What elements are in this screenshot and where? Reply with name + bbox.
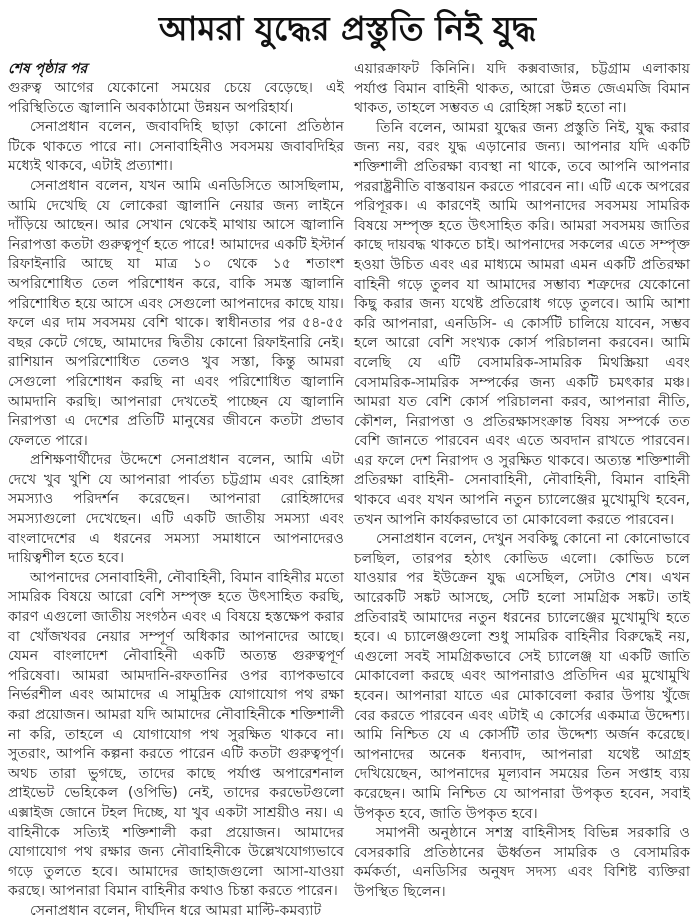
paragraph: প্রশিক্ষণার্থীদের উদ্দেশে সেনাপ্রধান বলেন, আমি এটা দেখে খুব খুশি যে আপনারা পার্বত্য চট্টগ্রাম এবং রোহিঙ্গা সমস্যাও পরিদর্শন করেছেন। আপনারা রোহিঙ্গাদের সমস্যাগুলো দেখেছেন। এটি একটি জাতীয় সমস্যা এবং বাংলাদেশের এ ধরনের সমস্যা সমাধানে আপনাদেরও দায়িত্বশীল হতে হবে। [8, 452, 344, 567]
article-column-left [8, 60, 344, 922]
paragraph: সেনাপ্রধান বলেন, দেখুন সবকিছু কোনো না কোনোভাবে চলছিল, তারপর হঠাৎ কোভিড এলো। কোভিড চলে যাওয়ার পর ইউক্রেন যুদ্ধ এসেছিল, সেটাও শেষ। এখন আরেকটি সঙ্কট আসছে, সেটি হলো সামগ্রিক সঙ্কট। তাই প্রতিবারই আমাদের নতুন ধরনের চ্যালেঞ্জের মুখোমুখি হতে হবে। এ চ্যালেঞ্জগুলো শুধু সামরিক বাহিনীর বিরুদ্ধেই নয়, এগুলো সবই সামগ্রিকভাবে সেই চ্যালেঞ্জ যা একটি জাতি মোকাবেলা করছে এবং আপনারাও প্রতিদিন এর মুখোমুখি হবেন। আপনারা যাতে এর মোকাবেলা করার উপায় খুঁজে বের করতে পারবেন এবং এটাই এ কোর্সের একমাত্র উদ্দেশ্য। আমি নিশ্চিত যে এ কোর্সটি তার উদ্দেশ্য অর্জন করেছে। আপনাদের অনেক ধন্যবাদ, আপনারা যথেষ্ট আগ্রহ দেখিয়েছেন, আপনাদের মূল্যবান সময়ের তিন সপ্তাহ ব্যয় করেছেন। আমি নিশ্চিত যে আপনারা উপকৃত হবেন, সবাই উপকৃত হবে, জাতি উপকৃত হবে। [354, 531, 690, 822]
article-column-right [354, 60, 690, 903]
paragraph: গুরুত্ব আগের যেকোনো সময়ের চেয়ে বেড়েছে। এই পরিস্থিতিতে জ্বালানি অবকাঠামো উন্নয়ন অপরিহার্য। [8, 80, 344, 116]
headline: আমরা যুদ্ধের প্রস্তুতি নিই যুদ্ধ [158, 9, 537, 48]
paragraph: সমাপনী অনুষ্ঠানে সশস্ত্র বাহিনীসহ বিভিন্ন সরকারি ও বেসরকারি প্রতিষ্ঠানের ঊর্ধ্বতন সামরিক ও বেসামরিক কর্মকর্তা, এনডিসির অনুষদ সদস্য এবং বিশিষ্ট ব্যক্তিরা উপস্থিত ছিলেন। [354, 825, 690, 900]
paragraph: আপনাদের সেনাবাহিনী, নৌবাহিনী, বিমান বাহিনীর মতো সামরিক বিষয়ে আরো বেশি সম্পৃক্ত হতে উৎসাহিত করছি, কারণ এগুলো জাতীয় সংগঠন এবং এ বিষয়ে হস্তক্ষেপ করার বা খোঁজখবর নেয়ার সম্পূর্ণ অধিকার আপনাদের আছে। যেমন বাংলাদেশ নৌবাহিনী একটি অত্যন্ত গুরুত্বপূর্ণ পরিষেবা। আমরা আমদানি-রফতানির ওপর ব্যাপকভাবে নির্ভরশীল এবং আমাদের এ সামুদ্রিক যোগাযোগ পথ রক্ষা করা প্রয়োজন। আমরা যদি আমাদের নৌবাহিনীকে শক্তিশালী না করি, তাহলে এ যোগাযোগ পথ সুরক্ষিত থাকবে না। সুতরাং, আপনি কল্পনা করতে পারেন এটি কতটা গুরুত্বপূর্ণ। অথচ তারা ভুগছে, তাদের কাছে পর্যাপ্ত অপারেশনাল প্রাইভেট ভেহিকেল (ওপিভি) নেই, তাদের করভেটগুলো এক্সাইজ জোনে টহল দিচ্ছে, যা খুব একটা সাশ্রয়ীও নয়। এ বাহিনীকে সত্যিই শক্তিশালী করা প্রয়োজন। আমাদের যোগাযোগ পথ রক্ষার জন্য নৌবাহিনীকে উল্লেখযোগ্যভাবে গড়ে তুলতে হবে। আমাদের জাহাজগুলো আসা-যাওয়া করছে। আপনারা বিমান বাহিনীর কথাও চিন্তা করতে পারেন। [8, 569, 344, 900]
paragraph: সেনাপ্রধান বলেন, যখন আমি এনডিসিতে আসছিলাম, আমি দেখেছি যে লোকেরা জ্বালানি নেয়ার জন্য লাইনে দাঁড়িয়ে আছেন। আর সেখান থেকেই মাথায় আসে জ্বালানি নিরাপত্তা কতটা গুরুত্বপূর্ণ হতে পারে! আমাদের একটি ইস্টার্ন রিফাইনারি আছে যা মাত্র ১০ থেকে ১৫ শতাংশ অপরিশোধিত তেল পরিশোধন করে, বাকি সমস্ত জ্বালানি পরিশোধিত হয়ে আসে এবং সেগুলো আপনাদের কাছে যায়। ফলে এর দাম সবসময় বেশি থাকে। স্বাধীনতার পর ৫৪-৫৫ বছর কেটে গেছে, আমাদের দ্বিতীয় কোনো রিফাইনারি নেই। রাশিয়ান অপরিশোধিত তেলও খুব সস্তা, কিন্তু আমরা সেগুলো পরিশোধন করছি না এবং পরিশোধিত জ্বালানি আমদানি করছি। আপনারা দেখতেই পাচ্ছেন যে জ্বালানি নিরাপত্তা এ দেশের প্রতিটি মানুষের জীবনে কতটা প্রভাব ফেলতে পারে। [8, 177, 344, 449]
paragraph: সেনাপ্রধান বলেন, জবাবদিহি ছাড়া কোনো প্রতিষ্ঠান টিকে থাকতে পারে না। সেনাবাহিনীও সবসময় জবাবদিহির মধ্যেই থাকবে, এটাই প্রত্যাশা। [8, 119, 344, 175]
paragraph: তিনি বলেন, আমরা যুদ্ধের জন্য প্রস্তুতি নিই, যুদ্ধ করার জন্য নয়, বরং যুদ্ধ এড়ানোর জন্য। আপনার যদি একটি শক্তিশালী প্রতিরক্ষা ব্যবস্থা না থাকে, তবে আপনি আপনার পররাষ্ট্রনীতি বাস্তবায়ন করতে পারবেন না। এটি একে অপরের পরিপূরক। এ কারণেই আমি আপনাদের সবসময় সামরিক বিষয়ে সম্পৃক্ত হতে উৎসাহিত করি। আমরা সবসময় জাতির কাছে দায়বদ্ধ থাকতে চাই। আপনাদের সকলের এতে সম্পৃক্ত হওয়া উচিত এবং এর মাধ্যমে আমরা এমন একটি প্রতিরক্ষা বাহিনী গড়ে তুলব যা আমাদের সম্ভাব্য শত্রুদের যেকোনো কিছু করার জন্য যথেষ্ট প্রতিরোধ গড়ে তুলবে। আমি আশা করি আপনারা, এনডিসি- এ কোর্সটি চালিয়ে যাবেন, সম্ভব হলে আরো বেশি সংখ্যক কোর্স পরিচালনা করবেন। আমি বলেছি যে এটি বেসামরিক-সামরিক মিথস্ক্রিয়া এবং বেসামরিক-সামরিক সম্পর্কের জন্য একটি চমৎকার মঞ্চ। আমরা যত বেশি কোর্স পরিচালনা করব, আপনারা নীতি, কৌশল, নিরাপত্তা ও প্রতিরক্ষাসংক্রান্ত বিষয় সম্পর্কে তত বেশি জানতে পারবেন এবং এতে অবদান রাখতে পারবেন। এর ফলে দেশ নিরাপদ ও সুরক্ষিত থাকবে। অত্যন্ত শক্তিশালী প্রতিরক্ষা বাহিনী- সেনাবাহিনী, নৌবাহিনী, বিমান বাহিনী থাকবে এবং যখন আপনি নতুন চ্যালেঞ্জের মুখোমুখি হবেন, তখন আপনি কার্যকরভাবে তা মোকাবেলা করতে পারবেন। [354, 119, 690, 528]
paragraph: সেনাপ্রধান বলেন, দীর্ঘদিন ধরে আমরা মাল্টি-কমব্যাট [30, 902, 322, 919]
continued-from-label: শেষ পৃষ্ঠার পর [8, 61, 88, 77]
paragraph: এয়ারক্রাফট কিনিনি। যদি কক্সবাজার, চট্টগ্রাম এলাকায় পর্যাপ্ত বিমান বাহিনী থাকত, আরো উন্নত জেএমজি বিমান থাকত, তাহলে সম্ভবত এ রোহিঙ্গা সঙ্কট হতো না। [354, 61, 690, 117]
